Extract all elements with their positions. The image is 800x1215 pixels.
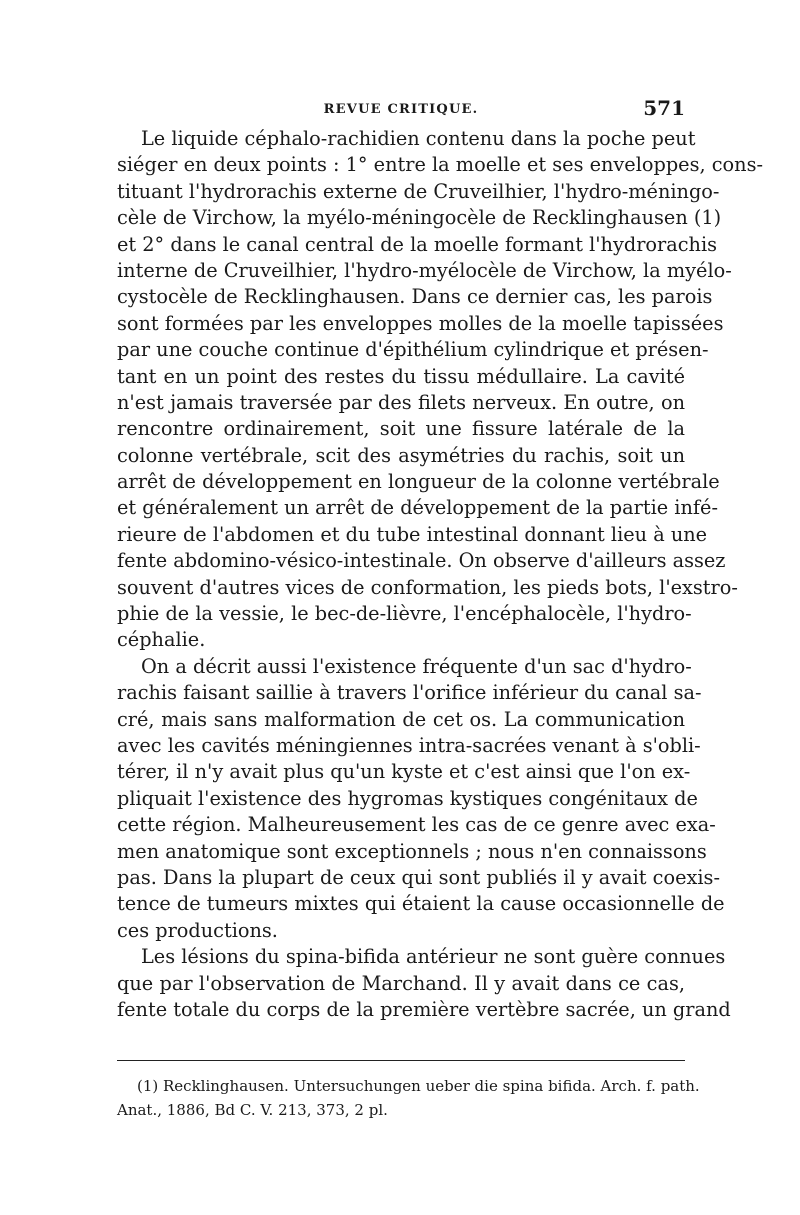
text-line: souvent d'autres vices de conformation, les pieds bots, l'exstro- bbox=[117, 575, 738, 599]
text-line: cette région. Malheureusement les cas de ce genre avec exa- bbox=[117, 813, 716, 837]
text-line: cré, mais sans malformation de cet os. La communication bbox=[117, 707, 685, 731]
footnote-line: (1) Recklinghausen. Untersuchungen ueber die spina bifida. Arch. f. path. bbox=[137, 1077, 700, 1095]
text-line: avec les cavités méningiennes intra-sacrées venant à s'obli- bbox=[117, 733, 701, 757]
text-line: térer, il n'y avait plus qu'un kyste et c'est ainsi que l'on ex- bbox=[117, 760, 691, 784]
text-line: et 2° dans le canal central de la moelle formant l'hydrorachis bbox=[117, 232, 718, 256]
text-line: pas. Dans la plupart de ceux qui sont publiés il y avait coexis- bbox=[117, 865, 720, 889]
text-line: sont formées par les enveloppes molles de la moelle tapissées bbox=[117, 311, 724, 335]
running-title: REVUE CRITIQUE. bbox=[323, 102, 479, 117]
text-line: céphalie. bbox=[117, 628, 206, 652]
text-line: n'est jamais traversée par des filets nerveux. En outre, on bbox=[117, 390, 685, 414]
text-line: Le liquide céphalo-rachidien contenu dans la poche peut bbox=[141, 127, 696, 150]
text-line: interne de Cruveilhier, l'hydro-myélocèle de Virchow, la myélo- bbox=[117, 258, 732, 282]
text-line: cèle de Virchow, la myélo-méningocèle de Recklinghausen (1) bbox=[117, 206, 722, 230]
footnote bbox=[117, 1074, 700, 1122]
text-line: men anatomique sont exceptionnels ; nous n'en connaissons bbox=[117, 839, 707, 863]
text-line: phie de la vessie, le bec-de-lièvre, l'encéphalocèle, l'hydro- bbox=[117, 602, 692, 626]
text-line: rieure de l'abdomen et du tube intestinal donnant lieu à une bbox=[117, 522, 708, 546]
text-line: pliquait l'existence des hygromas kystiques congénitaux de bbox=[117, 786, 698, 810]
text-line: tence de tumeurs mixtes qui étaient la cause occasionnelle de bbox=[117, 892, 725, 916]
running-head bbox=[117, 96, 685, 122]
footnote-line: Anat., 1886, Bd C. V. 213, 373, 2 pl. bbox=[117, 1101, 388, 1119]
text-line: cystocèle de Recklinghausen. Dans ce dernier cas, les parois bbox=[117, 285, 713, 309]
text-line: par une couche continue d'épithélium cylindrique et présen- bbox=[117, 338, 709, 362]
text-line: siéger en deux points : 1° entre la moelle et ses enveloppes, cons- bbox=[117, 153, 763, 177]
footnote-rule bbox=[117, 1060, 685, 1061]
page-number: 571 bbox=[643, 96, 685, 120]
text-line: tant en un point des restes du tissu médullaire. La cavité bbox=[117, 364, 685, 388]
text-line: rencontre ordinairement, soit une fissure latérale de la bbox=[117, 417, 685, 441]
text-line: ces productions. bbox=[117, 918, 278, 942]
body-text bbox=[117, 126, 763, 1023]
text-line: que par l'observation de Marchand. Il y avait dans ce cas, bbox=[117, 971, 685, 995]
text-line: On a décrit aussi l'existence fréquente d'un sac d'hydro- bbox=[141, 654, 692, 678]
text-line: arrêt de développement en longueur de la colonne vertébrale bbox=[117, 470, 720, 494]
text-line: Les lésions du spina-bifida antérieur ne sont guère connues bbox=[141, 945, 726, 969]
text-line: tituant l'hydrorachis externe de Cruveilhier, l'hydro-méningo- bbox=[117, 179, 720, 203]
text-line: fente totale du corps de la première vertèbre sacrée, un grand bbox=[117, 997, 731, 1021]
text-line: fente abdomino-vésico-intestinale. On observe d'ailleurs assez bbox=[117, 549, 726, 573]
text-line: rachis faisant saillie à travers l'orifice inférieur du canal sa- bbox=[117, 681, 702, 705]
text-line: et généralement un arrêt de développement de la partie infé- bbox=[117, 496, 718, 520]
text-line: colonne vertébrale, scit des asymétries du rachis, soit un bbox=[117, 443, 685, 467]
